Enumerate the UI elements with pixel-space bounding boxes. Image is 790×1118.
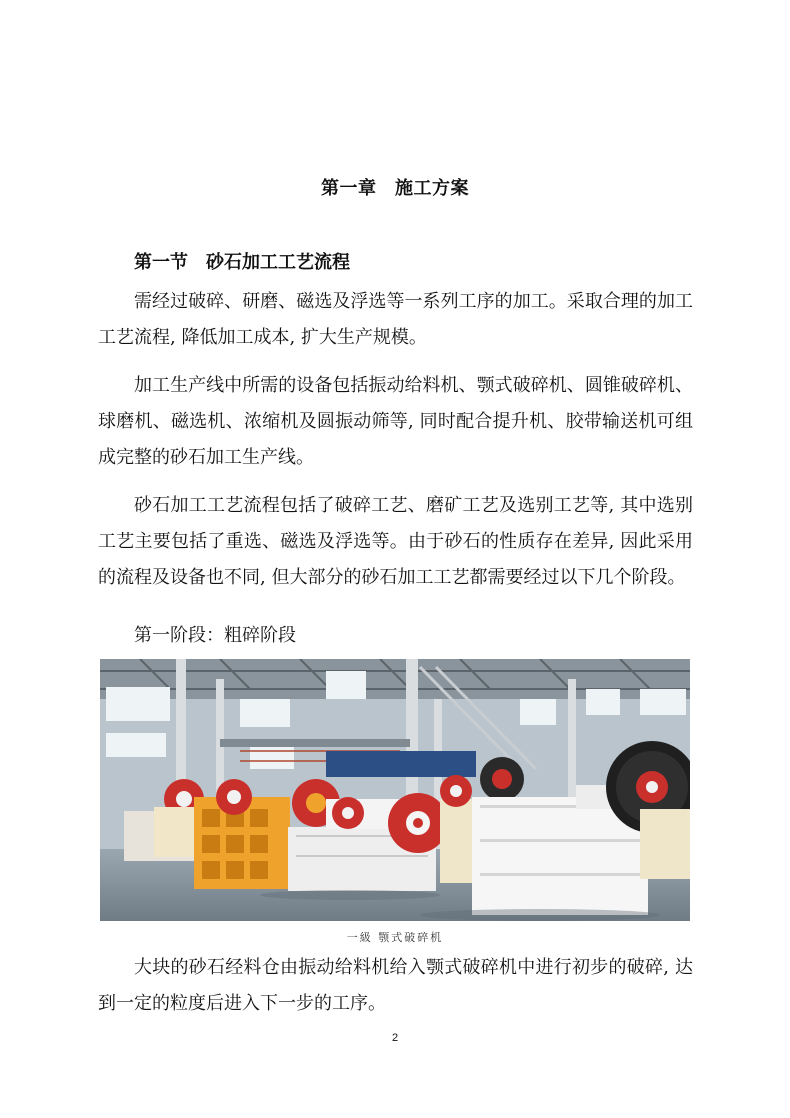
paragraph-text: 需经过破碎、研磨、磁选及浮选等一系列工序的加工。采取合理的加工工艺流程, 降低加工成本, 扩大生产规模。: [98, 291, 693, 348]
chapter-title: 第一章 施工方案: [321, 178, 469, 199]
section-title: [134, 248, 350, 274]
paragraph-text: 大块的砂石经料仓由振动给料机给入颚式破碎机中进行初步的破碎, 达到一定的粒度后进入下一步的工序。: [98, 957, 693, 1014]
figure-caption: 一級 颚式破碎机: [346, 931, 444, 944]
paragraph-3: [98, 488, 693, 596]
paragraph-text: 加工生产线中所需的设备包括振动给料机、颚式破碎机、圆锥破碎机、球磨机、磁选机、浓缩机及圆振动筛等, 同时配合提升机、胶带输送机可组成完整的砂石加工生产线。: [98, 375, 693, 468]
section-name: 砂石加工工艺流程: [206, 252, 350, 273]
paragraph-1: [98, 284, 693, 356]
paragraph-text: 砂石加工工艺流程包括了破碎工艺、磨矿工艺及选别工艺等, 其中选别工艺主要包括了重选、磁选及浮选等。由于砂石的性质存在差异, 因此采用的流程及设备也不同, 但大部分的砂石加工工艺都需要经过以下几个阶段。: [98, 495, 693, 588]
section-number: 第一节: [134, 252, 188, 273]
jaw-crusher-photo: [100, 659, 690, 921]
paragraph-2: [98, 368, 693, 476]
stage-heading: 第一阶段：粗碎阶段: [134, 625, 296, 646]
paragraph-4: [98, 950, 693, 1022]
page-number: 2: [391, 1032, 399, 1044]
